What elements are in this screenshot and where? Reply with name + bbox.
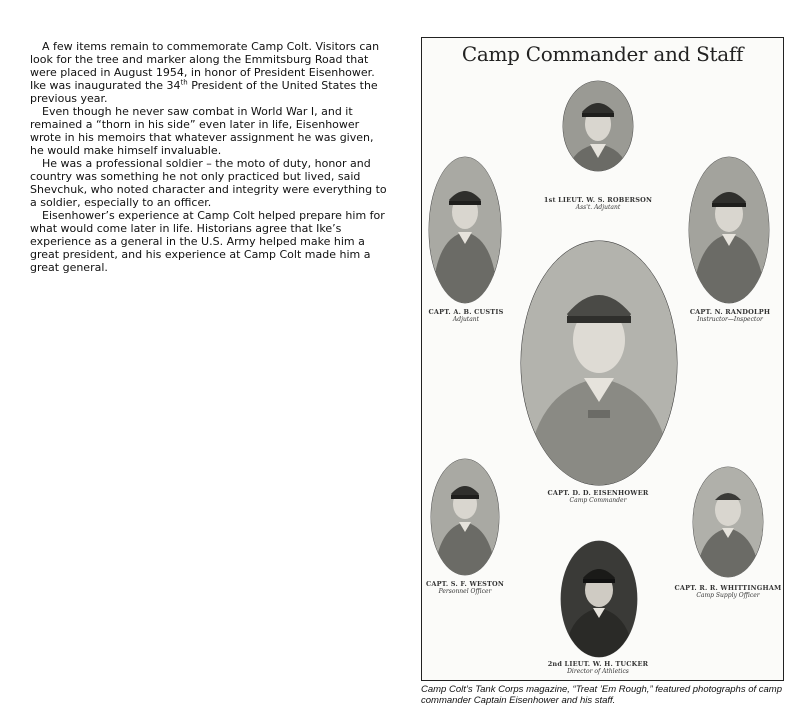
label-custis: CAPT. A. B. CUSTIS Adjutant: [428, 308, 504, 323]
portrait-tucker: [560, 540, 638, 658]
portrait-eisenhower: [520, 240, 678, 486]
paragraph-3: He was a professional soldier – the moto of duty, honor and country was something he not only practiced but lived, said Shevchuk, who noted character and integrity were everything to a soldier, especially to an officer.: [30, 157, 387, 209]
label-weston: CAPT. S. F. WESTON Personnel Officer: [425, 580, 505, 595]
figure-title: Camp Commander and Staff: [461, 42, 744, 66]
portrait-randolph: [688, 156, 770, 304]
paragraph-2: Even though he never saw combat in World War I, and it remained a “thorn in his side” even later in life, Eisenhower wrote in his memoirs that whatever assignment he was given, he would make himself invaluable.: [30, 105, 374, 157]
label-whittingham: CAPT. R. R. WHITTINGHAM Camp Supply Officer: [674, 584, 782, 599]
photo-figure: [421, 37, 784, 681]
portrait-custis: [428, 156, 502, 304]
article-text: [30, 40, 390, 274]
label-eisenhower: CAPT. D. D. EISENHOWER Camp Commander: [547, 489, 649, 504]
portrait-roberson: [562, 80, 634, 172]
portrait-weston: [430, 458, 500, 576]
label-randolph: CAPT. N. RANDOLPH Instructor—Inspector: [689, 308, 771, 323]
portrait-whittingham: [692, 466, 764, 578]
label-tucker: 2nd LIEUT. W. H. TUCKER Director of Athletics: [547, 660, 649, 675]
paragraph-4: Eisenhower’s experience at Camp Colt helped prepare him for what would come later in life. Historians agree that Ike’s experience as a general in the U.S. Army helped make him a great president, and his experience at Camp Colt made him a great general.: [30, 209, 385, 274]
label-roberson: 1st LIEUT. W. S. ROBERSON Ass't. Adjutant: [543, 196, 653, 211]
figure-caption: Camp Colt’s Tank Corps magazine, “Treat ’Em Rough,” featured photographs of camp commander Captain Eisenhower and his staff.: [421, 684, 782, 706]
paragraph-1: A few items remain to commemorate Camp Colt. Visitors can look for the tree and marker along the Emmitsburg Road that were placed in August 1954, in honor of President Eisenhower. Ike was inaugurated the 34th President of the United States the previous year.: [30, 40, 380, 105]
